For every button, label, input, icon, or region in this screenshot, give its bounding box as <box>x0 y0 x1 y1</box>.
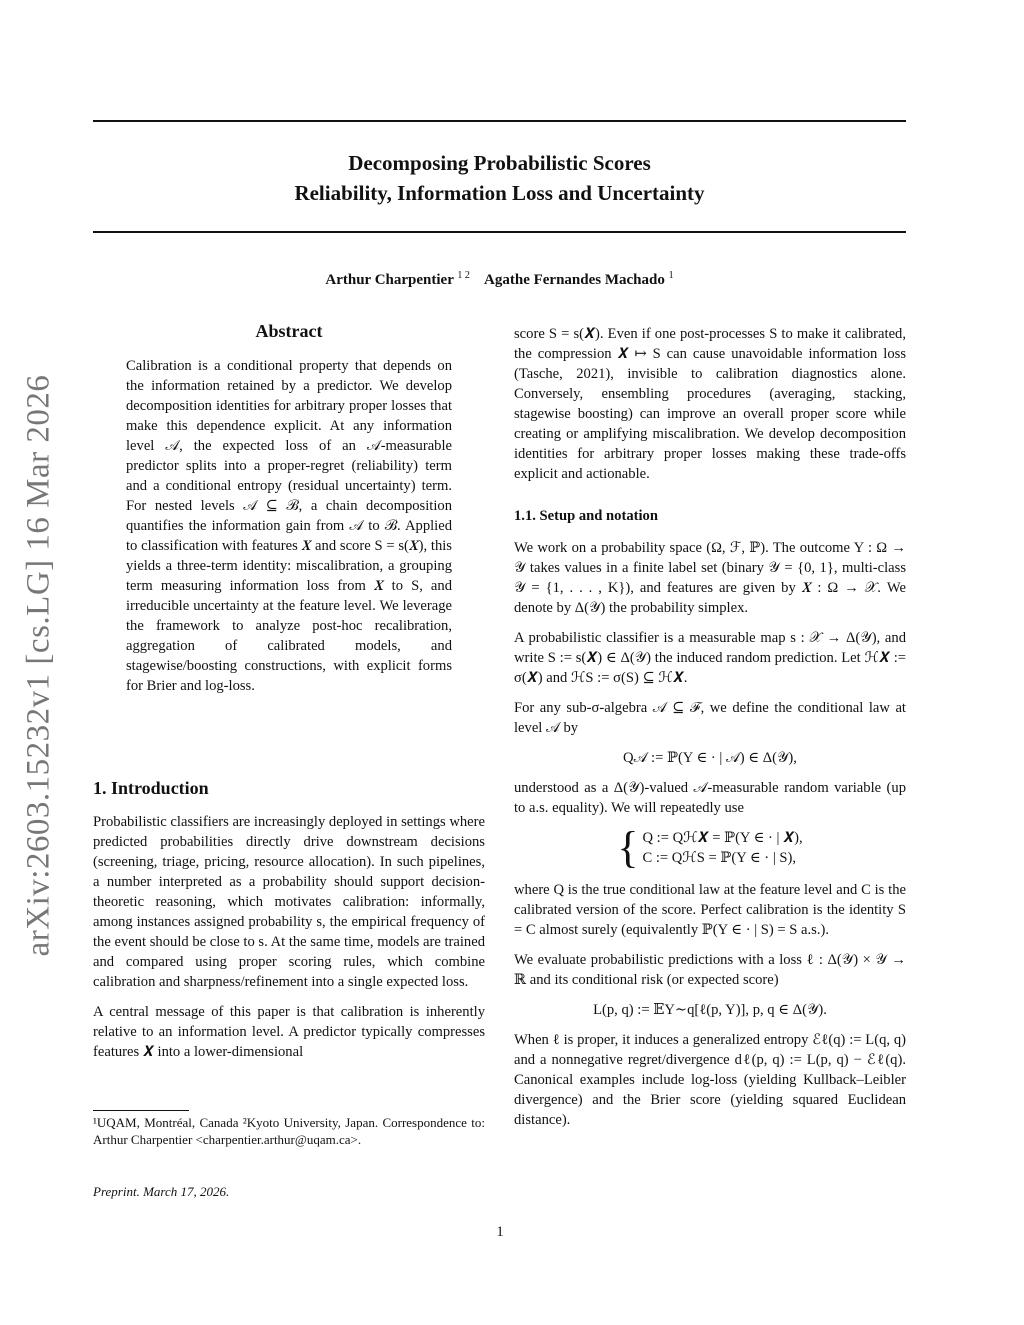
equation-conditional-law: Q𝒜 := ℙ(Y ∈ · | 𝒜) ∈ Δ(𝒴), <box>623 750 797 766</box>
author-2: Agathe Fernandes Machado <box>484 272 665 288</box>
setup-paragraph: We work on a probability space (Ω, ℱ, ℙ). The outcome Y : Ω → 𝒴 takes values in a finite label set (binary 𝒴 = {0, 1}, multi-class 𝒴 = {1, . . . , K}), and features are given by 𝑿 : Ω → 𝒳. We denote by Δ(𝒴) the probability simplex. <box>514 540 906 616</box>
author-1-affiliation: 1 2 <box>457 270 470 281</box>
author-list <box>93 266 906 290</box>
introduction-body <box>93 812 485 1072</box>
subsection-heading-setup: 1.1. Setup and notation <box>514 508 658 524</box>
section-heading-introduction: 1. Introduction <box>93 778 209 798</box>
title-rule-top <box>93 120 906 122</box>
proper-loss-paragraph: When ℓ is proper, it induces a generalized entropy ℰℓ(q) := L(q, q) and a nonnegative regret/divergence dℓ(p, q) := L(p, q) − ℰℓ(q). Canonical examples include log-loss (yielding Kullback–Leibler divergence) and the Brier score (yielding squared Euclidean distance). <box>514 1032 906 1128</box>
abstract-text: Calibration is a conditional property that depends on the information retained by a predictor. We develop decomposition identities for arbitrary proper losses that make this dependence explicit. At any information level 𝒜, the expected loss of an 𝒜-measurable predictor splits into a proper-regret (reliability) term and a conditional entropy (residual uncertainty) term. For nested levels 𝒜 ⊆ ℬ, a chain decomposition quantifies the information gain from 𝒜 to ℬ. Applied to classification with features 𝑿 and score S = s(𝑿), this yields a three-term identity: miscalibration, a grouping term measuring information loss from 𝑿 to S, and irreducible uncertainty at the feature level. We leverage the framework to analyze post-hoc recalibration, aggregation of calibrated models, and stagewise/boosting constructions, with explicit forms for Brier and log-loss. <box>126 358 452 694</box>
cases-brace-icon: { <box>617 823 639 872</box>
evaluate-paragraph: We evaluate probabilistic predictions with a loss ℓ : Δ(𝒴) × 𝒴 → ℝ and its conditional risk (or expected score) <box>514 952 906 988</box>
author-2-affiliation: 1 <box>668 270 674 281</box>
where-paragraph: where Q is the true conditional law at the feature level and C is the calibrated version of the score. Perfect calibration is the identity S = C almost surely (equivalently ℙ(Y ∈ · | S) = S a.s.). <box>514 882 906 938</box>
title-line-1: Decomposing Probabilistic Scores <box>348 151 651 175</box>
footnote: ¹UQAM, Montréal, Canada ²Kyoto University, Japan. Correspondence to: Arthur Charpentier <charpentier.arthur@uqam.ca>. <box>93 1115 485 1147</box>
sigma-algebra-paragraph: For any sub-σ-algebra 𝒜 ⊆ ℱ, we define the conditional law at level 𝒜 by <box>514 700 906 736</box>
page-number: 1 <box>496 1224 504 1240</box>
intro-paragraph-1: Probabilistic classifiers are increasingly deployed in settings where predicted probabilities directly drive downstream decisions (screening, triage, pricing, resource allocation). In such pipelines, a number interpreted as a probability should support decision-theoretic reasoning, which motivates calibration: informally, among instances assigned probability s, the empirical frequency of the event should be close to s. At the same time, models are trained and compared using proper scoring rules, which combine calibration and sharpness/refinement into a single expected loss. <box>93 814 485 990</box>
paper-title <box>93 148 906 208</box>
equation-expected-score: L(p, q) := 𝔼Y∼q[ℓ(p, Y)], p, q ∈ Δ(𝒴). <box>593 1002 827 1018</box>
intro-paragraph-2: A central message of this paper is that calibration is inherently relative to an information level. A predictor typically compresses features 𝑿 into a lower-dimensional <box>93 1004 485 1060</box>
equation-case-q: Q := Qℋ𝑿 = ℙ(Y ∈ · | 𝑿), <box>642 830 803 846</box>
title-rule-bottom <box>93 231 906 233</box>
understood-paragraph: understood as a Δ(𝒴)-valued 𝒜-measurable random variable (up to a.s. equality). We will repeatedly use <box>514 780 906 816</box>
abstract-heading: Abstract <box>255 321 323 341</box>
arxiv-identifier: arXiv:2603.15232v1 [cs.LG] 16 Mar 2026 <box>20 374 57 956</box>
arxiv-sidebar <box>8 370 70 960</box>
preprint-note: Preprint. March 17, 2026. <box>93 1184 230 1199</box>
classifier-paragraph: A probabilistic classifier is a measurable map s : 𝒳 → Δ(𝒴), and write S := s(𝑿) ∈ Δ(𝒴) the induced random prediction. Let ℋ𝑿 := σ(𝑿) and ℋS := σ(S) ⊆ ℋ𝑿. <box>514 630 906 686</box>
title-line-2: Reliability, Information Loss and Uncertainty <box>294 181 705 205</box>
intro-continuation: score S = s(𝑿). Even if one post-processes S to make it calibrated, the compression 𝑿 ↦ S can cause unavoidable information loss (Tasche, 2021), invisible to calibration diagnostics alone. Conversely, ensembling procedures (averaging, stacking, stagewise boosting) can improve an overall proper score while creating or amplifying miscalibration. We develop decomposition identities for arbitrary proper losses making these trade-offs explicit and actionable. <box>514 326 906 482</box>
abstract-body <box>126 356 452 706</box>
equation-case-c: C := QℋS = ℙ(Y ∈ · | S), <box>642 850 797 866</box>
footnote-rule <box>93 1110 189 1111</box>
equation-cases <box>514 823 906 872</box>
right-column <box>514 324 906 1140</box>
author-1: Arthur Charpentier <box>325 272 454 288</box>
